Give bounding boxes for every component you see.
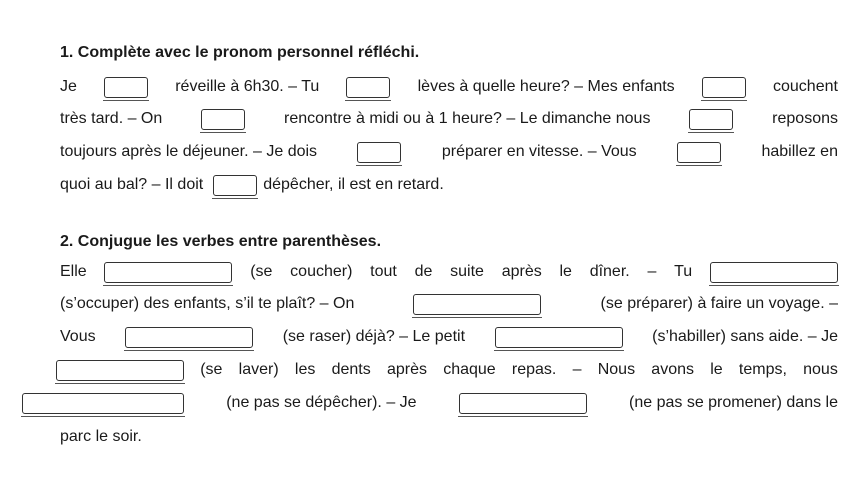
text: coucher) — [290, 263, 353, 280]
text: habillez en — [761, 143, 838, 160]
text: (ne pas se dépêcher). – Je — [226, 394, 417, 411]
blank-input[interactable] — [56, 360, 184, 381]
text: dîner. — [589, 263, 630, 280]
text: (s’occuper) des enfants, s’il te plaît? – On — [60, 295, 355, 312]
blank-input[interactable] — [346, 77, 390, 98]
exercise-2-line-6 — [60, 426, 838, 448]
text: après — [386, 361, 427, 378]
text: laver) — [238, 361, 279, 378]
text: après — [501, 263, 542, 280]
blank-input[interactable] — [689, 109, 733, 130]
blank-input[interactable] — [213, 175, 257, 196]
text: les — [294, 361, 316, 378]
text: avons — [651, 361, 694, 378]
blank-input[interactable] — [677, 142, 721, 163]
text: (se — [250, 263, 273, 280]
text: le — [559, 263, 572, 280]
exercise-2-line-2 — [60, 293, 838, 315]
text: (se — [200, 361, 223, 378]
blank-input[interactable] — [104, 262, 232, 283]
text: repas. — [511, 361, 557, 378]
text: quoi au bal? – Il doit — [60, 176, 204, 193]
exercise-1-line-4 — [60, 174, 838, 196]
exercise-1-line-3 — [60, 141, 838, 163]
exercise-2-line-4 — [56, 359, 838, 381]
text: nous — [803, 361, 838, 378]
text: tout — [370, 263, 397, 280]
exercise-1-line-1 — [60, 76, 838, 98]
text: toujours après le déjeuner. – Je dois — [60, 143, 318, 160]
text: (se raser) déjà? – Le petit — [282, 328, 466, 345]
blank-input[interactable] — [22, 393, 184, 414]
text: Tu — [674, 263, 693, 280]
text: très tard. – On — [60, 110, 163, 127]
text: couchent — [773, 78, 838, 95]
blank-input[interactable] — [702, 77, 746, 98]
text: – — [572, 361, 582, 378]
blank-input[interactable] — [357, 142, 401, 163]
blank-input[interactable] — [495, 327, 623, 348]
text: suite — [450, 263, 484, 280]
text: dents — [331, 361, 371, 378]
exercise-2-line-5 — [22, 392, 838, 414]
text: (ne pas se promener) dans le — [629, 394, 838, 411]
text: de — [414, 263, 433, 280]
blank-input[interactable] — [104, 77, 148, 98]
text: parc le soir. — [60, 428, 142, 445]
exercise-1-title: 1. Complète avec le pronom personnel réfléchi. — [60, 44, 420, 61]
text: rencontre à midi ou à 1 heure? – Le dimanche nous — [283, 110, 651, 127]
exercise-2-title: 2. Conjugue les verbes entre parenthèses. — [60, 233, 382, 250]
text: Je — [60, 78, 77, 95]
exercise-2-line-3 — [60, 326, 838, 348]
text: Elle — [60, 263, 87, 280]
blank-input[interactable] — [201, 109, 245, 130]
text: temps, — [738, 361, 787, 378]
blank-input[interactable] — [413, 294, 541, 315]
text: lèves à quelle heure? – Mes enfants — [417, 78, 675, 95]
text: réveille à 6h30. – Tu — [175, 78, 320, 95]
blank-input[interactable] — [710, 262, 838, 283]
text: Nous — [597, 361, 636, 378]
text: – — [647, 263, 657, 280]
text: (se préparer) à faire un voyage. – — [600, 295, 838, 312]
exercise-2-line-1 — [60, 261, 838, 283]
text: le — [710, 361, 723, 378]
text: Vous — [60, 328, 96, 345]
blank-input[interactable] — [459, 393, 587, 414]
exercise-1-line-2 — [60, 108, 838, 130]
text: dépêcher, il est en retard. — [263, 176, 444, 193]
blank-input[interactable] — [125, 327, 253, 348]
text: préparer en vitesse. – Vous — [441, 143, 637, 160]
text: reposons — [772, 110, 838, 127]
text: chaque — [443, 361, 496, 378]
text: (s’habiller) sans aide. – Je — [652, 328, 838, 345]
